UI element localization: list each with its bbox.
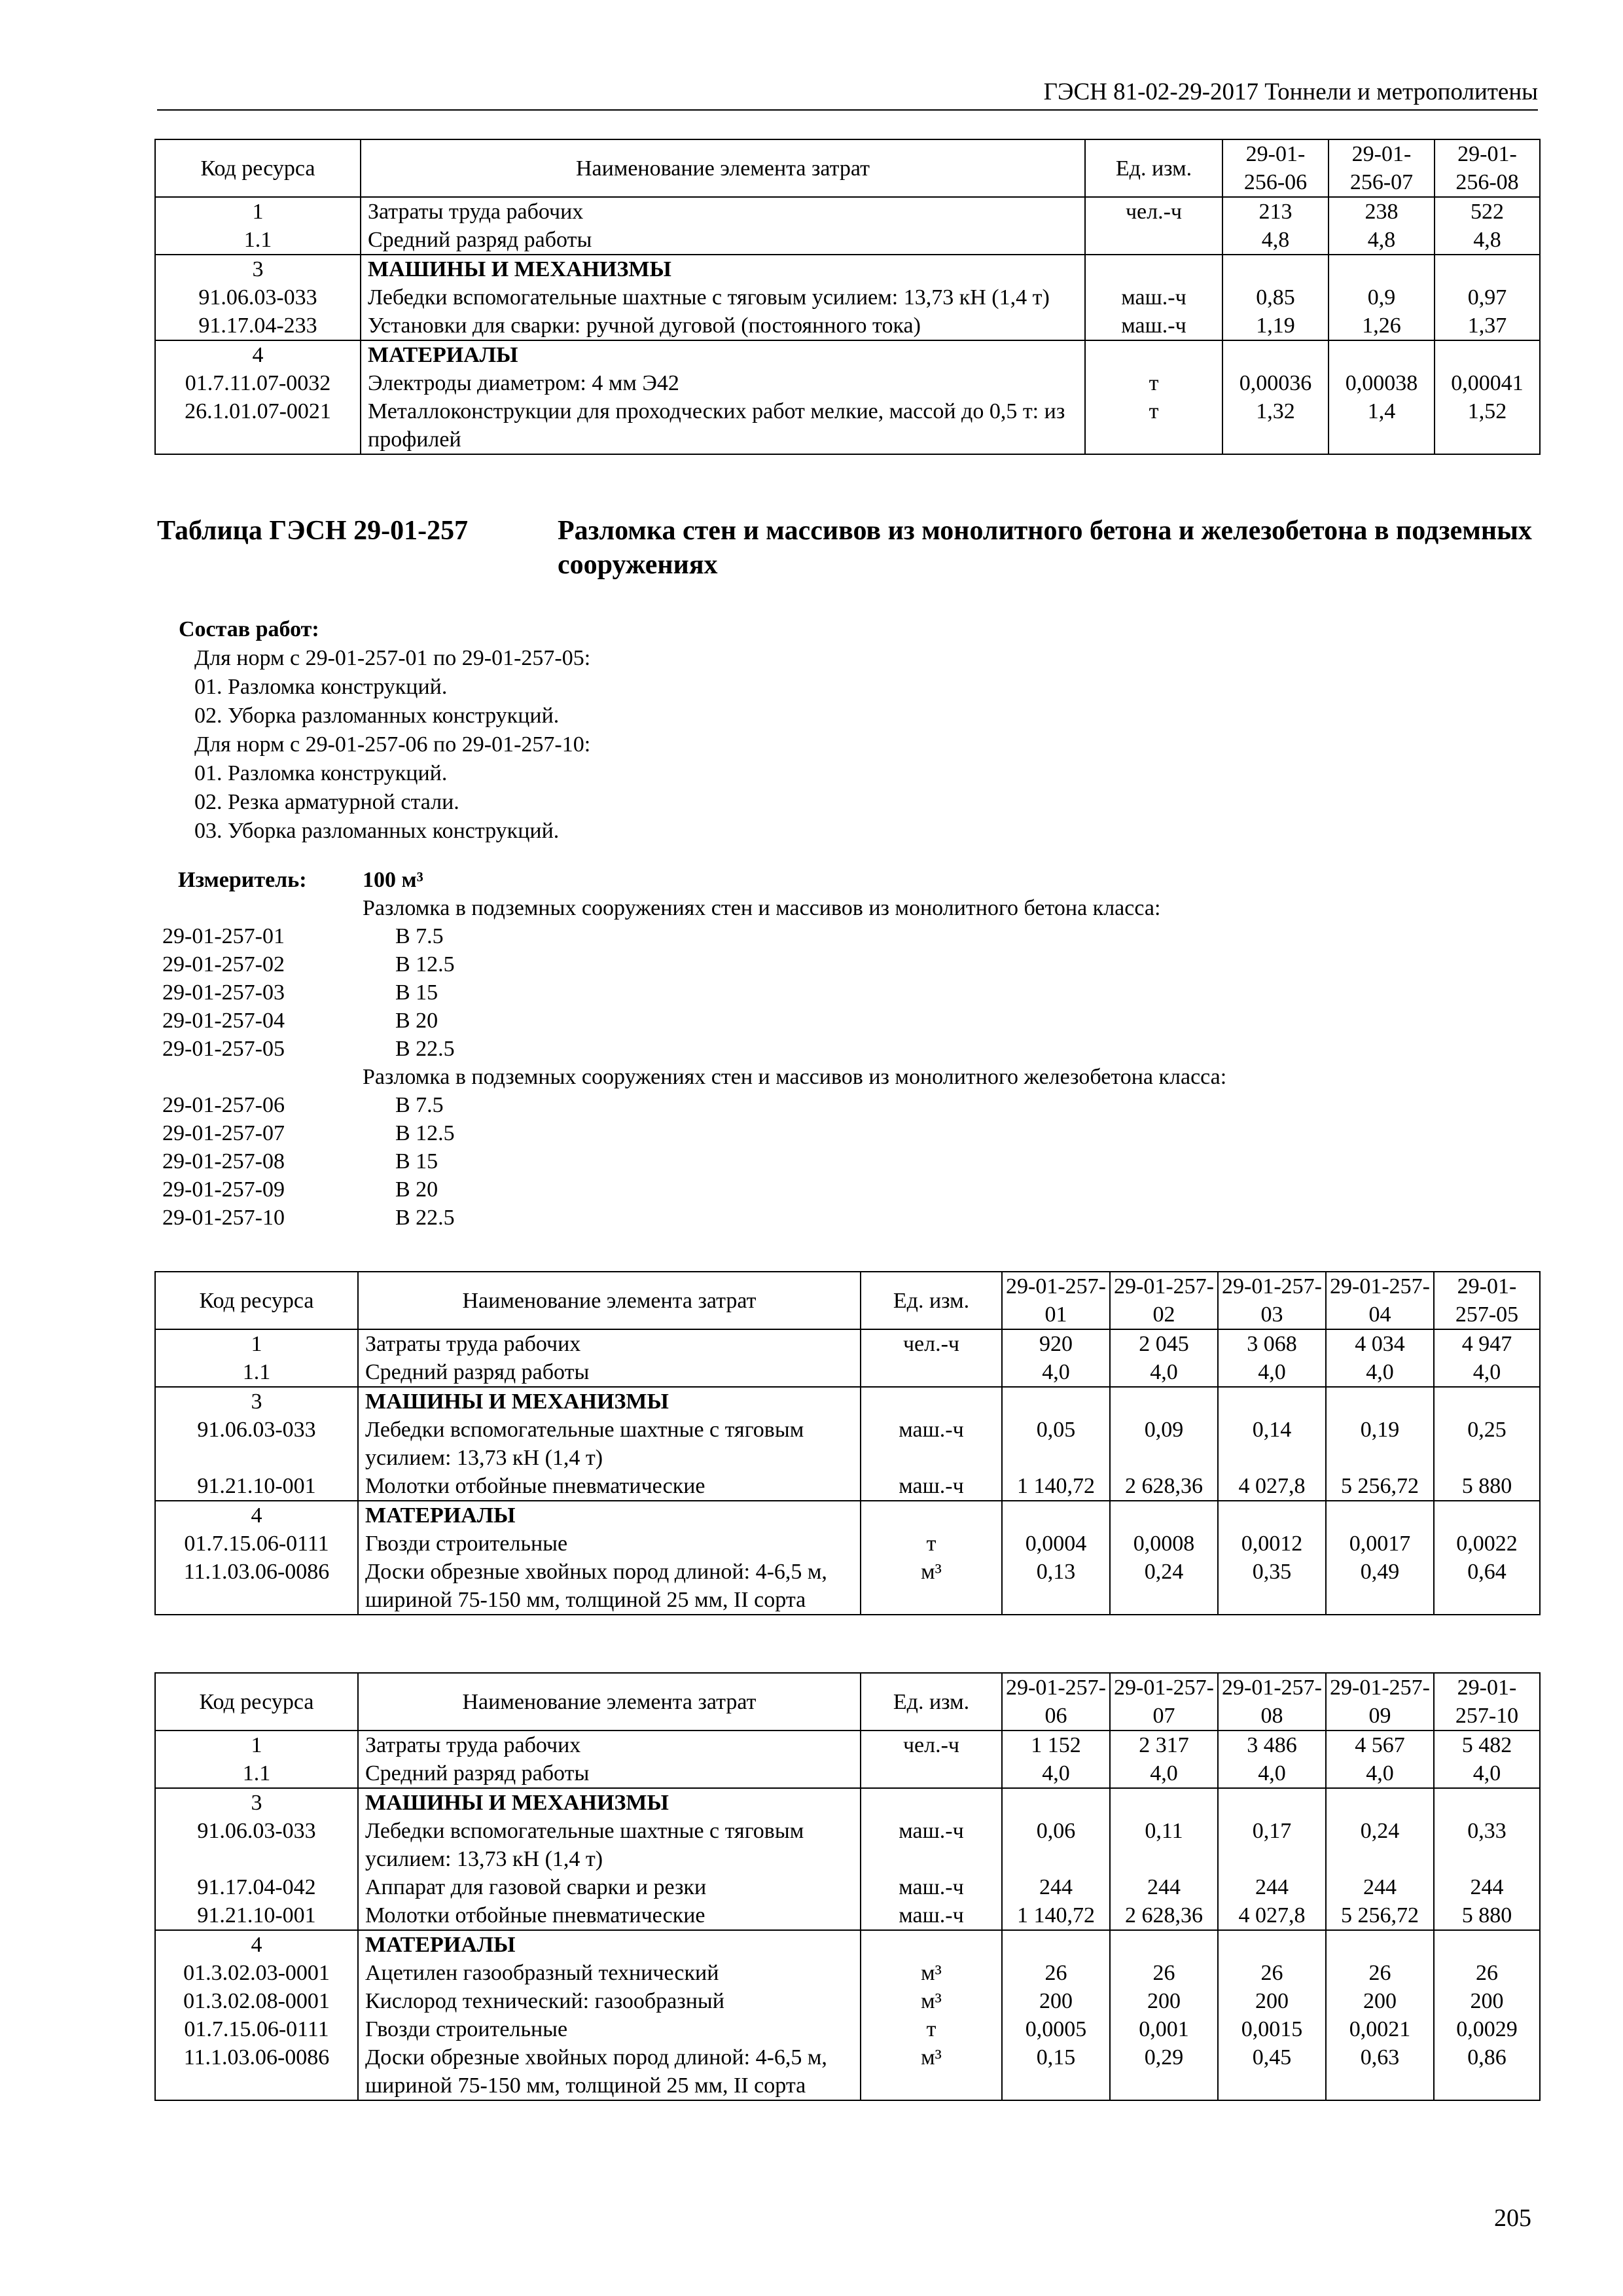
cell-name: Средний разряд работы	[358, 1759, 861, 1788]
cell-name: Электроды диаметром: 4 мм Э42	[361, 369, 1085, 397]
cell-value: 4,0	[1110, 1759, 1218, 1788]
measure-label: Измеритель:	[178, 868, 307, 892]
cell-value: 200	[1002, 1987, 1110, 2015]
cell-unit: т	[1085, 397, 1222, 454]
cell-value: 5 880	[1434, 1901, 1540, 1930]
table-row	[155, 1731, 1540, 1759]
cell-code: 01.3.02.08-0001	[155, 1987, 358, 2015]
table-row	[155, 1416, 1540, 1472]
cell-section-title: МАТЕРИАЛЫ	[358, 1501, 861, 1530]
norm-code: 29-01-257-06	[162, 1093, 285, 1117]
cell-value: 0,06	[1002, 1817, 1110, 1873]
table-row	[155, 1817, 1540, 1873]
col-header-norm: 29-01-257-10	[1434, 1673, 1540, 1731]
concrete-class: В 12.5	[395, 1121, 455, 1145]
measure-unit: 100 м³	[363, 868, 423, 892]
cell-section-title: МАШИНЫ И МЕХАНИЗМЫ	[358, 1387, 861, 1416]
cell-unit: м³	[861, 1558, 1002, 1615]
cell-value: 4,0	[1434, 1759, 1540, 1788]
col-header-norm: 29-01-257-01	[1002, 1272, 1110, 1329]
cell-name: Установки для сварки: ручной дуговой (постоянного тока)	[361, 312, 1085, 340]
cell-name: Аппарат для газовой сварки и резки	[358, 1873, 861, 1901]
cell-name: Доски обрезные хвойных пород длиной: 4-6,5 м, шириной 75-150 мм, толщиной 25 мм, II сорта	[358, 1558, 861, 1615]
cell-value: 4,8	[1222, 226, 1329, 255]
cell-name: Гвозди строительные	[358, 1530, 861, 1558]
table-row	[155, 255, 1540, 283]
norm-code: 29-01-257-01	[162, 924, 285, 948]
work-item: 02. Резка арматурной стали.	[194, 790, 459, 814]
cell-value: 1,37	[1435, 312, 1540, 340]
cell-value: 4 947	[1434, 1329, 1540, 1358]
cell-value: 0,00041	[1435, 369, 1540, 397]
table-row	[155, 1387, 1540, 1416]
col-header-norm: 29-01-257-07	[1110, 1673, 1218, 1731]
work-item: 03. Уборка разломанных конструкций.	[194, 819, 560, 843]
cell-unit: маш.-ч	[861, 1817, 1002, 1873]
cell-value: 0,0015	[1218, 2015, 1326, 2043]
table-row	[155, 1930, 1540, 1959]
cell-code: 1	[155, 197, 361, 226]
cell-value: 0,19	[1326, 1416, 1434, 1472]
table-row	[155, 1901, 1540, 1930]
cell-value: 1,26	[1329, 312, 1435, 340]
cell-code: 91.06.03-033	[155, 283, 361, 312]
cell-name: Затраты труда рабочих	[358, 1329, 861, 1358]
col-header-norm: 29-01-257-05	[1434, 1272, 1540, 1329]
measure-block	[154, 866, 1539, 1232]
col-header-unit: Ед. изм.	[1085, 139, 1222, 197]
table-row	[155, 1873, 1540, 1901]
cell-code: 4	[155, 1501, 358, 1530]
cell-name: Доски обрезные хвойных пород длиной: 4-6,5 м, шириной 75-150 мм, толщиной 25 мм, II сорта	[358, 2043, 861, 2100]
table-header-row	[155, 139, 1540, 197]
cell-unit: т	[1085, 369, 1222, 397]
table-row	[155, 1759, 1540, 1788]
cell-name: Лебедки вспомогательные шахтные с тяговым усилием: 13,73 кН (1,4 т)	[358, 1817, 861, 1873]
cell-value: 0,11	[1110, 1817, 1218, 1873]
cell-unit: м³	[861, 2043, 1002, 2100]
cell-code: 91.17.04-233	[155, 312, 361, 340]
running-header: ГЭСН 81-02-29-2017 Тоннели и метрополитены	[157, 75, 1538, 111]
cell-value: 0,86	[1434, 2043, 1540, 2100]
cell-value: 0,29	[1110, 2043, 1218, 2100]
cell-value: 0,13	[1002, 1558, 1110, 1615]
cell-value: 0,00036	[1222, 369, 1329, 397]
table-row	[155, 1558, 1540, 1615]
cell-value: 0,0022	[1434, 1530, 1540, 1558]
cell-unit: чел.-ч	[1085, 197, 1222, 226]
cell-name: Затраты труда рабочих	[361, 197, 1085, 226]
work-item: 01. Разломка конструкций.	[194, 761, 448, 785]
table-row	[155, 397, 1540, 454]
cell-value: 0,09	[1110, 1416, 1218, 1472]
cell-name: Кислород технический: газообразный	[358, 1987, 861, 2015]
cell-code: 1	[155, 1731, 358, 1759]
cell-value: 0,33	[1434, 1817, 1540, 1873]
cell-value: 2 045	[1110, 1329, 1218, 1358]
cell-code: 3	[155, 1387, 358, 1416]
cell-value: 0,0029	[1434, 2015, 1540, 2043]
cell-value: 1,52	[1435, 397, 1540, 454]
cell-value: 0,0008	[1110, 1530, 1218, 1558]
col-header-norm: 29-01-256-08	[1435, 139, 1540, 197]
measure-group-desc: Разломка в подземных сооружениях стен и массивов из монолитного железобетона класса:	[363, 1065, 1227, 1089]
cell-code: 91.06.03-033	[155, 1416, 358, 1472]
col-header-unit: Ед. изм.	[861, 1272, 1002, 1329]
cell-value: 200	[1110, 1987, 1218, 2015]
cell-value: 1 140,72	[1002, 1901, 1110, 1930]
cell-name: Лебедки вспомогательные шахтные с тяговым усилием: 13,73 кН (1,4 т)	[358, 1416, 861, 1472]
col-header-name: Наименование элемента затрат	[361, 139, 1085, 197]
work-item: Для норм с 29-01-257-01 по 29-01-257-05:	[194, 646, 591, 670]
cell-code: 91.17.04-042	[155, 1873, 358, 1901]
cell-value: 5 256,72	[1326, 1472, 1434, 1501]
cell-code: 91.06.03-033	[155, 1817, 358, 1873]
cell-value: 26	[1326, 1959, 1434, 1987]
concrete-class: В 15	[395, 980, 438, 1005]
cell-unit: м³	[861, 1987, 1002, 2015]
section-code: Таблица ГЭСН 29-01-257	[157, 516, 469, 546]
cell-value: 213	[1222, 197, 1329, 226]
resource-table-257-reinforced	[154, 1672, 1541, 2101]
resource-table-257-concrete	[154, 1271, 1541, 1615]
cell-value: 200	[1218, 1987, 1326, 2015]
table-row	[155, 1358, 1540, 1387]
table-row	[155, 1472, 1540, 1501]
cell-value: 0,0012	[1218, 1530, 1326, 1558]
cell-value: 4,0	[1110, 1358, 1218, 1387]
cell-code: 11.1.03.06-0086	[155, 1558, 358, 1615]
cell-value: 26	[1218, 1959, 1326, 1987]
norm-code: 29-01-257-10	[162, 1206, 285, 1230]
cell-unit: маш.-ч	[861, 1873, 1002, 1901]
cell-value: 4 567	[1326, 1731, 1434, 1759]
cell-unit	[861, 1759, 1002, 1788]
cell-name: Молотки отбойные пневматические	[358, 1472, 861, 1501]
cell-code: 01.7.11.07-0032	[155, 369, 361, 397]
cell-value: 26	[1110, 1959, 1218, 1987]
cell-value: 0,64	[1434, 1558, 1540, 1615]
cell-value: 5 880	[1434, 1472, 1540, 1501]
cell-code: 91.21.10-001	[155, 1901, 358, 1930]
cell-unit: чел.-ч	[861, 1329, 1002, 1358]
cell-code: 11.1.03.06-0086	[155, 2043, 358, 2100]
cell-value: 0,001	[1110, 2015, 1218, 2043]
norm-code: 29-01-257-03	[162, 980, 285, 1005]
cell-value: 0,35	[1218, 1558, 1326, 1615]
col-header-norm: 29-01-257-02	[1110, 1272, 1218, 1329]
norm-code: 29-01-257-02	[162, 952, 285, 977]
cell-value: 1 152	[1002, 1731, 1110, 1759]
work-item: Для норм с 29-01-257-06 по 29-01-257-10:	[194, 732, 591, 757]
cell-value: 244	[1434, 1873, 1540, 1901]
norm-code: 29-01-257-04	[162, 1009, 285, 1033]
cell-name: Затраты труда рабочих	[358, 1731, 861, 1759]
cell-unit: т	[861, 1530, 1002, 1558]
cell-unit: маш.-ч	[1085, 283, 1222, 312]
cell-value: 4,0	[1218, 1759, 1326, 1788]
table-header-row	[155, 1272, 1540, 1329]
cell-name: Металлоконструкции для проходческих работ мелкие, массой до 0,5 т: из профилей	[361, 397, 1085, 454]
cell-value: 4,0	[1218, 1358, 1326, 1387]
cell-value: 0,15	[1002, 2043, 1110, 2100]
table-row	[155, 1501, 1540, 1530]
cell-name: Средний разряд работы	[358, 1358, 861, 1387]
cell-name: Гвозди строительные	[358, 2015, 861, 2043]
work-item: 02. Уборка разломанных конструкций.	[194, 704, 560, 728]
cell-unit	[1085, 226, 1222, 255]
cell-code: 3	[155, 1788, 358, 1817]
cell-code: 3	[155, 255, 361, 283]
table-row	[155, 1530, 1540, 1558]
cell-value: 1,4	[1329, 397, 1435, 454]
col-header-norm: 29-01-257-06	[1002, 1673, 1110, 1731]
col-header-norm: 29-01-257-03	[1218, 1272, 1326, 1329]
cell-value: 1,32	[1222, 397, 1329, 454]
cell-value: 244	[1002, 1873, 1110, 1901]
cell-code: 91.21.10-001	[155, 1472, 358, 1501]
page-number: 205	[1494, 2204, 1531, 2232]
cell-name: Средний разряд работы	[361, 226, 1085, 255]
cell-name: Лебедки вспомогательные шахтные с тяговым усилием: 13,73 кН (1,4 т)	[361, 283, 1085, 312]
cell-value: 4 034	[1326, 1329, 1434, 1358]
cell-unit: м³	[861, 1959, 1002, 1987]
cell-value: 0,00038	[1329, 369, 1435, 397]
concrete-class: В 7.5	[395, 924, 444, 948]
cell-value: 2 628,36	[1110, 1901, 1218, 1930]
cell-section-title: МАТЕРИАЛЫ	[361, 340, 1085, 369]
cell-value: 4,0	[1326, 1358, 1434, 1387]
cell-value: 0,25	[1434, 1416, 1540, 1472]
cell-value: 0,85	[1222, 283, 1329, 312]
concrete-class: В 12.5	[395, 952, 455, 977]
table-row	[155, 369, 1540, 397]
cell-value: 2 317	[1110, 1731, 1218, 1759]
cell-value: 200	[1434, 1987, 1540, 2015]
cell-value: 0,24	[1326, 1817, 1434, 1873]
cell-value: 0,63	[1326, 2043, 1434, 2100]
cell-value: 4,8	[1435, 226, 1540, 255]
cell-value: 3 486	[1218, 1731, 1326, 1759]
cell-value: 0,24	[1110, 1558, 1218, 1615]
cell-value: 26	[1434, 1959, 1540, 1987]
norm-code: 29-01-257-09	[162, 1177, 285, 1202]
cell-value: 5 482	[1434, 1731, 1540, 1759]
cell-value: 2 628,36	[1110, 1472, 1218, 1501]
cell-value: 4,8	[1329, 226, 1435, 255]
col-header-name: Наименование элемента затрат	[358, 1673, 861, 1731]
table-row	[155, 1329, 1540, 1358]
cell-unit: маш.-ч	[861, 1472, 1002, 1501]
work-composition-heading: Состав работ:	[179, 617, 319, 641]
cell-value: 0,0021	[1326, 2015, 1434, 2043]
cell-name: Молотки отбойные пневматические	[358, 1901, 861, 1930]
cell-name: Ацетилен газообразный технический	[358, 1959, 861, 1987]
resource-table-256	[154, 139, 1541, 455]
cell-unit: маш.-ч	[861, 1901, 1002, 1930]
cell-code: 1.1	[155, 1358, 358, 1387]
cell-value: 244	[1110, 1873, 1218, 1901]
cell-value: 200	[1326, 1987, 1434, 2015]
cell-value: 0,14	[1218, 1416, 1326, 1472]
cell-code: 4	[155, 1930, 358, 1959]
table-header-row	[155, 1673, 1540, 1731]
cell-value: 920	[1002, 1329, 1110, 1358]
concrete-class: В 20	[395, 1009, 438, 1033]
cell-value: 4 027,8	[1218, 1472, 1326, 1501]
table-row	[155, 1788, 1540, 1817]
cell-value: 0,9	[1329, 283, 1435, 312]
cell-value: 0,05	[1002, 1416, 1110, 1472]
cell-value: 1 140,72	[1002, 1472, 1110, 1501]
col-header-norm: 29-01-257-08	[1218, 1673, 1326, 1731]
col-header-code: Код ресурса	[155, 139, 361, 197]
cell-value: 238	[1329, 197, 1435, 226]
cell-unit: чел.-ч	[861, 1731, 1002, 1759]
concrete-class: В 22.5	[395, 1206, 455, 1230]
cell-value: 4,0	[1326, 1759, 1434, 1788]
table-row	[155, 1959, 1540, 1987]
cell-value: 4,0	[1434, 1358, 1540, 1387]
table-row	[155, 283, 1540, 312]
cell-unit: т	[861, 2015, 1002, 2043]
section-name: Разломка стен и массивов из монолитного бетона и железобетона в подземных сооружениях	[558, 516, 1532, 580]
norm-code: 29-01-257-08	[162, 1149, 285, 1174]
table-row	[155, 340, 1540, 369]
cell-code: 1.1	[155, 226, 361, 255]
cell-code: 1	[155, 1329, 358, 1358]
col-header-unit: Ед. изм.	[861, 1673, 1002, 1731]
work-composition	[179, 615, 590, 846]
cell-section-title: МАТЕРИАЛЫ	[358, 1930, 861, 1959]
table-row	[155, 226, 1540, 255]
norm-code: 29-01-257-05	[162, 1037, 285, 1061]
cell-code: 1.1	[155, 1759, 358, 1788]
cell-value: 3 068	[1218, 1329, 1326, 1358]
col-header-norm: 29-01-256-07	[1329, 139, 1435, 197]
cell-value: 244	[1326, 1873, 1434, 1901]
table-row	[155, 2043, 1540, 2100]
cell-value: 0,17	[1218, 1817, 1326, 1873]
cell-value: 0,0017	[1326, 1530, 1434, 1558]
cell-code: 26.1.01.07-0021	[155, 397, 361, 454]
cell-value: 522	[1435, 197, 1540, 226]
col-header-code: Код ресурса	[155, 1272, 358, 1329]
cell-value: 0,97	[1435, 283, 1540, 312]
cell-code: 01.7.15.06-0111	[155, 1530, 358, 1558]
cell-value: 1,19	[1222, 312, 1329, 340]
cell-value: 244	[1218, 1873, 1326, 1901]
concrete-class: В 22.5	[395, 1037, 455, 1061]
col-header-norm: 29-01-257-04	[1326, 1272, 1434, 1329]
table-row	[155, 2015, 1540, 2043]
cell-value: 0,0004	[1002, 1530, 1110, 1558]
cell-value: 26	[1002, 1959, 1110, 1987]
norm-code: 29-01-257-07	[162, 1121, 285, 1145]
cell-value: 4,0	[1002, 1358, 1110, 1387]
col-header-norm: 29-01-256-06	[1222, 139, 1329, 197]
cell-value: 0,0005	[1002, 2015, 1110, 2043]
cell-code: 4	[155, 340, 361, 369]
cell-unit: маш.-ч	[1085, 312, 1222, 340]
cell-unit	[861, 1358, 1002, 1387]
cell-code: 01.3.02.03-0001	[155, 1959, 358, 1987]
table-row	[155, 197, 1540, 226]
cell-value: 0,49	[1326, 1558, 1434, 1615]
col-header-code: Код ресурса	[155, 1673, 358, 1731]
cell-value: 4,0	[1002, 1759, 1110, 1788]
measure-group-desc: Разломка в подземных сооружениях стен и массивов из монолитного бетона класса:	[363, 896, 1161, 920]
cell-value: 0,45	[1218, 2043, 1326, 2100]
concrete-class: В 15	[395, 1149, 438, 1174]
cell-code: 01.7.15.06-0111	[155, 2015, 358, 2043]
table-row	[155, 312, 1540, 340]
work-item: 01. Разломка конструкций.	[194, 675, 448, 699]
table-row	[155, 1987, 1540, 2015]
cell-value: 4 027,8	[1218, 1901, 1326, 1930]
cell-value: 5 256,72	[1326, 1901, 1434, 1930]
cell-unit: маш.-ч	[861, 1416, 1002, 1472]
col-header-norm: 29-01-257-09	[1326, 1673, 1434, 1731]
cell-section-title: МАШИНЫ И МЕХАНИЗМЫ	[361, 255, 1085, 283]
cell-section-title: МАШИНЫ И МЕХАНИЗМЫ	[358, 1788, 861, 1817]
col-header-name: Наименование элемента затрат	[358, 1272, 861, 1329]
concrete-class: В 20	[395, 1177, 438, 1202]
concrete-class: В 7.5	[395, 1093, 444, 1117]
